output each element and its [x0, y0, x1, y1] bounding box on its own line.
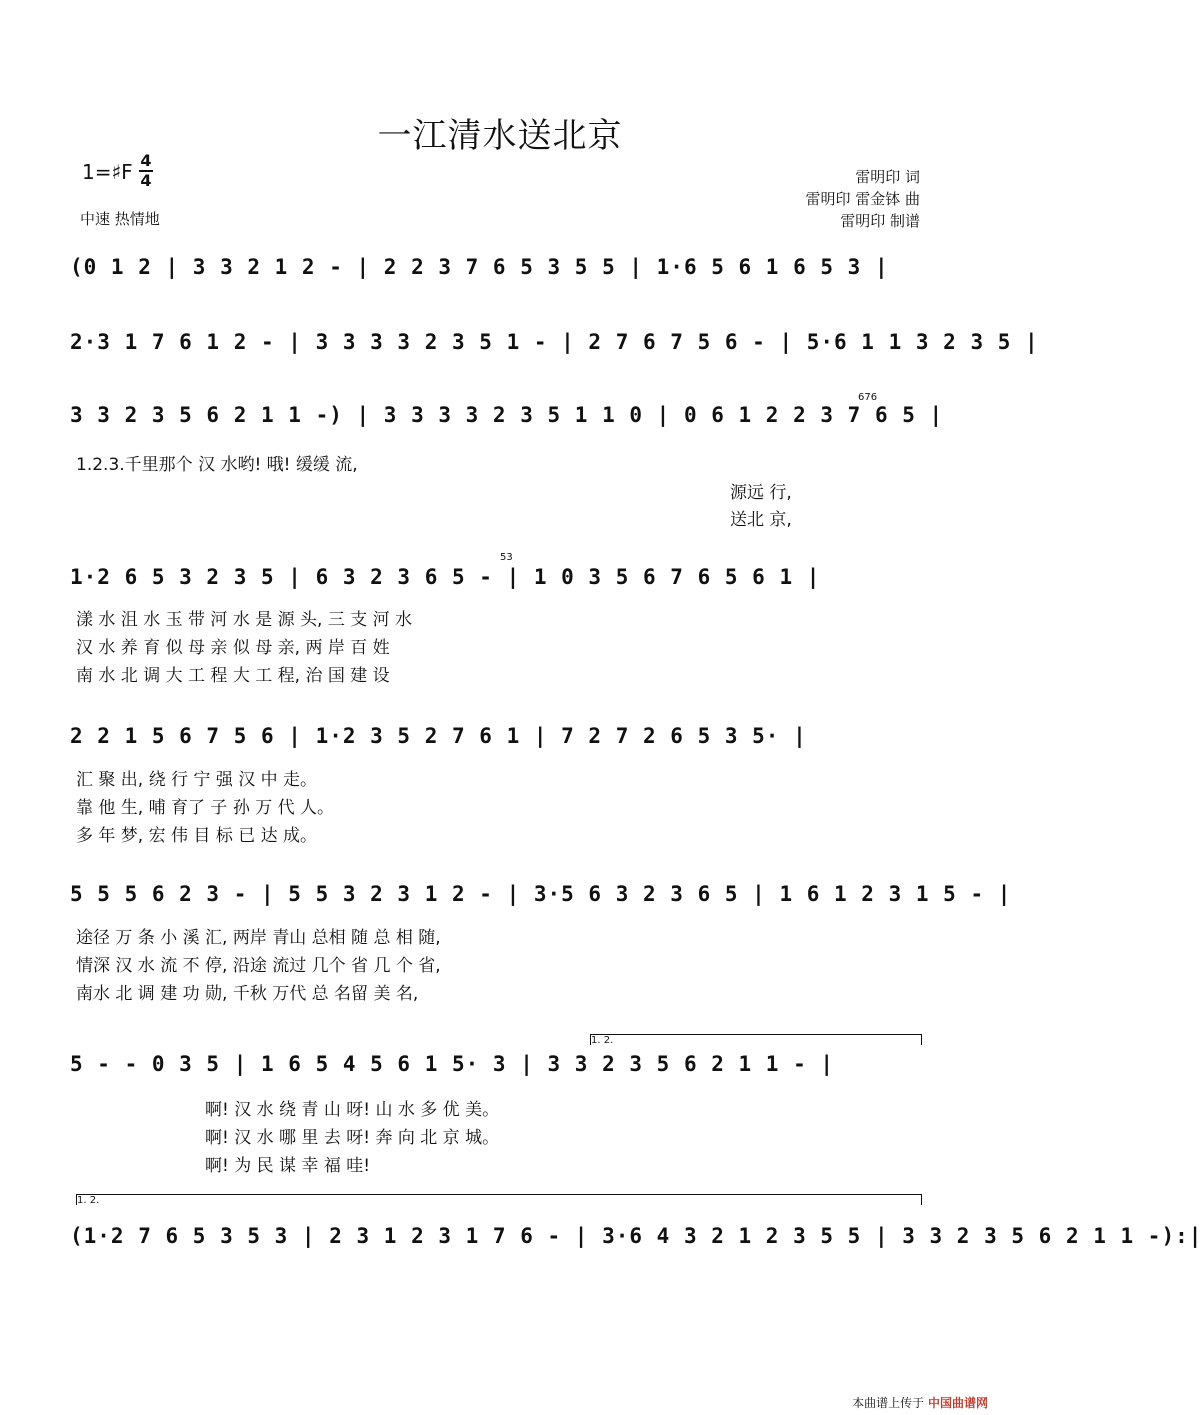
score-row-1: (0 1 2 | 3 3 2 1 2 - | 2 2 3 7 6 5 3 5 5 | 1·6 5 6 1 6 5 3 | [70, 255, 889, 279]
score-row-3: 3 3 2 3 5 6 2 1 1 -) | 3 3 3 3 2 3 5 1 1 0 | 0 6 1 2 2 3 7 6 5 | [70, 403, 944, 427]
lyric-row-3-verse-1: 1.2.3.千里那个 汉 水哟! 哦! 缓缓 流, [76, 455, 358, 475]
score-row-2: 2·3 1 7 6 1 2 - | 3 3 3 3 2 3 5 1 - | 2 7 6 7 5 6 - | 5·6 1 1 3 2 3 5 | [70, 330, 1039, 354]
footer-text: 本曲谱上传于 [852, 1396, 925, 1410]
time-sig-top: 4 [140, 151, 152, 170]
lyric-row-6-verse-1: 途径 万 条 小 溪 汇, 两岸 青山 总相 随 总 相 随, [76, 928, 441, 948]
lyric-row-4-verse-2: 汉 水 养 育 似 母 亲 似 母 亲, 两 岸 百 姓 [76, 638, 390, 658]
score-row-7: 5 - - 0 3 5 | 1 6 5 4 5 6 1 5· 3 | 3 3 2 3 5 6 2 1 1 - | [70, 1052, 835, 1076]
grace-note: 676 [858, 392, 878, 403]
lyric-row-7-verse-2: 啊! 汉 水 哪 里 去 呀! 奔 向 北 京 城。 [205, 1128, 500, 1148]
lyric-row-7-verse-3: 啊! 为 民 谋 幸 福 哇! [205, 1156, 371, 1176]
volta-label: 1. 2. [77, 1195, 100, 1206]
score-row-4: 1·2 6 5 3 2 3 5 | 6 3 2 3 6 5 - | 1 0 3 5 6 7 6 5 6 1 | [70, 565, 821, 589]
footer-credit [852, 1394, 988, 1411]
lyric-row-6-verse-2: 情深 汉 水 流 不 停, 沿途 流过 几个 省 几 个 省, [76, 956, 441, 976]
lyric-row-6-verse-3: 南水 北 调 建 功 勋, 千秋 万代 总 名留 美 名, [76, 984, 419, 1004]
score-row-6: 5 5 5 6 2 3 - | 5 5 3 2 3 1 2 - | 3·5 6 3 2 3 6 5 | 1 6 1 2 3 1 5 - | [70, 882, 1012, 906]
volta-bracket [76, 1194, 922, 1205]
volta-label: 1. 2. [591, 1035, 614, 1046]
page-title: 一江清水送北京 [377, 116, 623, 156]
lyric-row-3-verse-2: 源远 行, [730, 483, 792, 503]
volta-bracket [590, 1034, 922, 1045]
notation-credit: 雷明印 制谱 [840, 212, 920, 230]
tempo-marking: 中速 热情地 [80, 210, 160, 228]
time-signature [138, 152, 154, 190]
lyric-row-4-verse-3: 南 水 北 调 大 工 程 大 工 程, 治 国 建 设 [76, 666, 390, 686]
score-row-5: 2 2 1 5 6 7 5 6 | 1·2 3 5 2 7 6 1 | 7 2 7 2 6 5 3 5· | [70, 724, 807, 748]
lyric-row-5-verse-3: 多 年 梦, 宏 伟 目 标 已 达 成。 [76, 826, 318, 846]
score-row-8: (1·2 7 6 5 3 5 3 | 2 3 1 2 3 1 7 6 - | 3·6 4 3 2 1 2 3 5 5 | 3 3 2 3 5 6 2 1 1 -):| [70, 1224, 1202, 1248]
lyric-row-5-verse-2: 靠 他 生, 哺 育了 子 孙 万 代 人。 [76, 798, 335, 818]
composer-credit: 雷明印 雷金钵 曲 [805, 190, 920, 208]
time-sig-bottom: 4 [140, 171, 152, 190]
lyric-row-7-verse-1: 啊! 汉 水 绕 青 山 呀! 山 水 多 优 美。 [205, 1100, 500, 1120]
grace-note: 53 [500, 552, 513, 563]
lyric-row-4-verse-1: 漾 水 沮 水 玉 带 河 水 是 源 头, 三 支 河 水 [76, 610, 413, 630]
key-label: 1=♯F [82, 160, 133, 184]
lyricist-credit: 雷明印 词 [855, 168, 920, 186]
lyric-row-3-verse-3: 送北 京, [730, 510, 792, 530]
key-signature [82, 160, 133, 184]
lyric-row-5-verse-1: 汇 聚 出, 绕 行 宁 强 汉 中 走。 [76, 770, 318, 790]
site-logo[interactable]: 中国曲谱网 [927, 1396, 988, 1410]
